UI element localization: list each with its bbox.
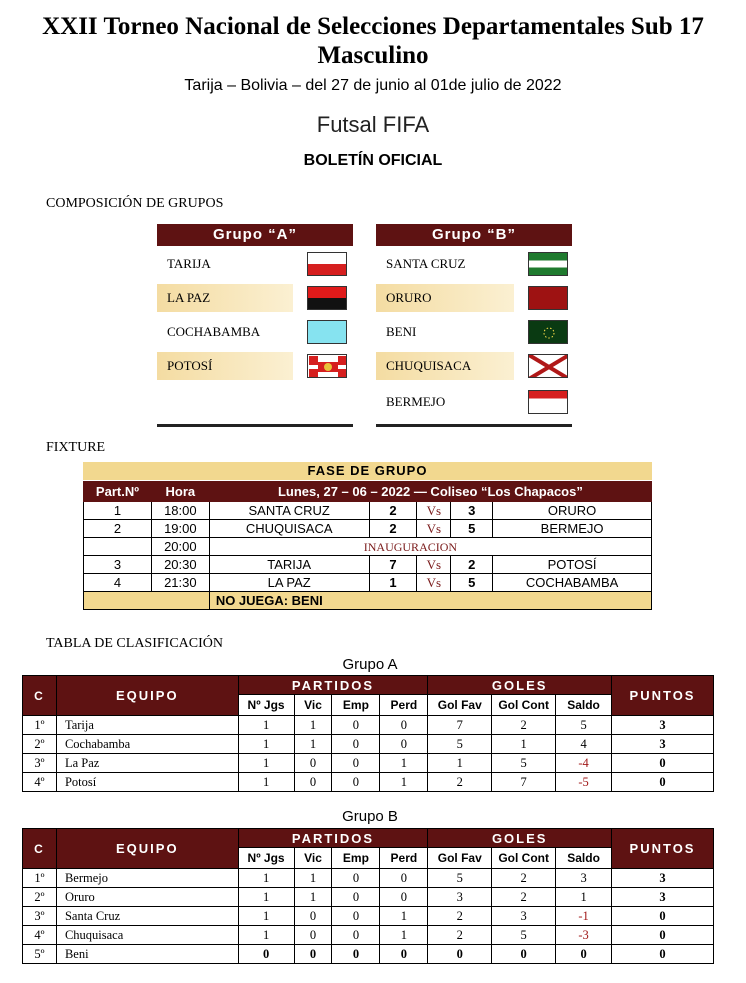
col-lost: Perd	[380, 848, 428, 869]
group-a-team: LA PAZ	[157, 284, 293, 312]
points: 0	[612, 773, 714, 792]
team-name: La Paz	[56, 754, 238, 773]
goals-against: 5	[492, 754, 556, 773]
beni-flag-icon	[528, 320, 568, 344]
vs-label: Vs	[417, 520, 451, 538]
home-team: LA PAZ	[209, 574, 369, 592]
group-a-standings-table	[22, 675, 714, 792]
vs-label: Vs	[417, 556, 451, 574]
position: 1º	[23, 716, 57, 735]
played: 1	[238, 888, 294, 907]
col-goals-for: Gol Fav	[428, 695, 492, 716]
fixture-row	[84, 520, 652, 538]
col-time: Hora	[151, 482, 209, 502]
team-name: Chuquisaca	[56, 926, 238, 945]
home-goals: 2	[369, 520, 417, 538]
team-name: Tarija	[56, 716, 238, 735]
points: 0	[612, 907, 714, 926]
vs-label: Vs	[417, 502, 451, 520]
lost: 1	[380, 926, 428, 945]
position: 2º	[23, 888, 57, 907]
away-goals: 3	[451, 502, 493, 520]
goals-for: 0	[428, 945, 492, 964]
away-team: POTOSÍ	[493, 556, 652, 574]
group-a-team: TARIJA	[167, 256, 211, 271]
bermejo-flag-icon	[528, 390, 568, 414]
team-name: Cochabamba	[56, 735, 238, 754]
goals-against: 5	[492, 926, 556, 945]
potosi-flag-icon	[307, 354, 347, 378]
match-number: 1	[84, 502, 152, 520]
chuquisaca-flag-icon	[528, 354, 568, 378]
team-name: Oruro	[56, 888, 238, 907]
home-team: SANTA CRUZ	[209, 502, 369, 520]
goals-against: 2	[492, 716, 556, 735]
standings-row	[23, 773, 714, 792]
col-won: Vic	[294, 848, 332, 869]
position: 3º	[23, 754, 57, 773]
col-goals-against: Gol Cont	[492, 695, 556, 716]
col-points: PUNTOS	[612, 676, 714, 716]
goal-diff: -3	[556, 926, 612, 945]
played: 1	[238, 926, 294, 945]
won: 1	[294, 735, 332, 754]
goals-against: 3	[492, 907, 556, 926]
lost: 1	[380, 773, 428, 792]
bye-label: NO JUEGA: BENI	[209, 592, 651, 610]
fixture-row	[84, 556, 652, 574]
fixture-inauguration-row	[84, 538, 652, 556]
position: 4º	[23, 926, 57, 945]
standings-row	[23, 926, 714, 945]
points: 0	[612, 754, 714, 773]
standings-row	[23, 945, 714, 964]
won: 0	[294, 754, 332, 773]
group-b-team: BENI	[386, 324, 417, 339]
goals-for: 2	[428, 773, 492, 792]
fixture-row	[84, 574, 652, 592]
lost: 0	[380, 716, 428, 735]
lost: 0	[380, 869, 428, 888]
home-team: TARIJA	[209, 556, 369, 574]
goal-diff: 3	[556, 869, 612, 888]
bye-spacer	[84, 592, 210, 610]
drawn: 0	[332, 869, 380, 888]
group-a-team: COCHABAMBA	[167, 324, 261, 339]
won: 0	[294, 773, 332, 792]
goals-for: 5	[428, 869, 492, 888]
goals-for: 7	[428, 716, 492, 735]
group-b-team: ORURO	[376, 284, 514, 312]
position: 5º	[23, 945, 57, 964]
group-b-standings-title: Grupo B	[342, 808, 398, 825]
bulletin-title: BOLETÍN OFICIAL	[303, 152, 443, 169]
standings-section-title: TABLA DE CLASIFICACIÓN	[46, 636, 223, 651]
col-goal-diff: Saldo	[556, 848, 612, 869]
points: 3	[612, 888, 714, 907]
home-goals: 1	[369, 574, 417, 592]
inauguration-cell	[209, 538, 651, 556]
played: 1	[238, 735, 294, 754]
group-a-header: Grupo “A”	[157, 224, 353, 246]
played: 1	[238, 754, 294, 773]
won: 0	[294, 926, 332, 945]
match-time: 19:00	[151, 520, 209, 538]
goals-against: 2	[492, 888, 556, 907]
home-team: CHUQUISACA	[209, 520, 369, 538]
goals-for: 1	[428, 754, 492, 773]
goal-diff: 1	[556, 888, 612, 907]
match-time: 20:30	[151, 556, 209, 574]
goals-against: 2	[492, 869, 556, 888]
lost: 1	[380, 907, 428, 926]
played: 1	[238, 869, 294, 888]
fixture-bye-row	[84, 592, 652, 610]
col-match-number: Part.Nº	[84, 482, 152, 502]
col-position: C	[23, 829, 57, 869]
group-b-team: SANTA CRUZ	[386, 256, 466, 271]
home-goals: 7	[369, 556, 417, 574]
match-number	[84, 538, 152, 556]
team-name: Potosí	[56, 773, 238, 792]
team-name: Santa Cruz	[56, 907, 238, 926]
match-number: 2	[84, 520, 152, 538]
points: 3	[612, 716, 714, 735]
lost: 0	[380, 735, 428, 754]
standings-row	[23, 869, 714, 888]
lost: 1	[380, 754, 428, 773]
inauguration-label: INAUGURACION	[363, 539, 458, 554]
match-number: 4	[84, 574, 152, 592]
goal-diff: 0	[556, 945, 612, 964]
goals-for: 2	[428, 907, 492, 926]
col-team: EQUIPO	[56, 829, 238, 869]
col-played: Nº Jgs	[238, 848, 294, 869]
goal-diff: 5	[556, 716, 612, 735]
goals-for: 3	[428, 888, 492, 907]
drawn: 0	[332, 945, 380, 964]
drawn: 0	[332, 716, 380, 735]
drawn: 0	[332, 754, 380, 773]
fixture-header-row	[84, 482, 652, 502]
col-drawn: Emp	[332, 695, 380, 716]
fixture-section-title: FIXTURE	[46, 440, 106, 455]
inauguration-time: 20:00	[151, 538, 209, 556]
lost: 0	[380, 888, 428, 907]
vs-label: Vs	[417, 574, 451, 592]
tarija-flag-icon	[307, 252, 347, 276]
match-time: 21:30	[151, 574, 209, 592]
col-position: C	[23, 676, 57, 716]
team-name: Beni	[56, 945, 238, 964]
won: 1	[294, 716, 332, 735]
played: 1	[238, 907, 294, 926]
goal-diff: 4	[556, 735, 612, 754]
santa-cruz-flag-icon	[528, 252, 568, 276]
fixture-phase-title: FASE DE GRUPO	[83, 462, 652, 480]
played: 0	[238, 945, 294, 964]
goals-against: 1	[492, 735, 556, 754]
away-goals: 5	[451, 574, 493, 592]
position: 4º	[23, 773, 57, 792]
away-goals: 5	[451, 520, 493, 538]
won: 0	[294, 907, 332, 926]
standings-row	[23, 735, 714, 754]
away-team: COCHABAMBA	[493, 574, 652, 592]
match-number: 3	[84, 556, 152, 574]
away-team: ORURO	[493, 502, 652, 520]
goals-against: 0	[492, 945, 556, 964]
la-paz-flag-icon	[307, 286, 347, 310]
cochabamba-flag-icon	[307, 320, 347, 344]
group-b-team: CHUQUISACA	[376, 352, 514, 380]
col-won: Vic	[294, 695, 332, 716]
col-team: EQUIPO	[56, 676, 238, 716]
fixture-table	[83, 481, 652, 610]
goal-diff: -1	[556, 907, 612, 926]
points: 0	[612, 926, 714, 945]
group-a-card	[157, 224, 353, 427]
drawn: 0	[332, 907, 380, 926]
fixture-row	[84, 502, 652, 520]
position: 3º	[23, 907, 57, 926]
date-venue: Lunes, 27 – 06 – 2022 — Coliseo “Los Chapacos”	[209, 482, 651, 502]
goals-for: 5	[428, 735, 492, 754]
group-b-team: BERMEJO	[386, 394, 446, 409]
won: 0	[294, 945, 332, 964]
col-goals-group: GOLES	[428, 676, 612, 695]
goal-diff: -5	[556, 773, 612, 792]
col-played: Nº Jgs	[238, 695, 294, 716]
col-lost: Perd	[380, 695, 428, 716]
tournament-subtitle: Tarija – Bolivia – del 27 de junio al 01de julio de 2022	[184, 77, 562, 94]
position: 2º	[23, 735, 57, 754]
lost: 0	[380, 945, 428, 964]
won: 1	[294, 869, 332, 888]
home-goals: 2	[369, 502, 417, 520]
col-matches-group: PARTIDOS	[238, 829, 428, 848]
group-a-standings-title: Grupo A	[342, 656, 398, 673]
played: 1	[238, 773, 294, 792]
goals-against: 7	[492, 773, 556, 792]
oruro-flag-icon	[528, 286, 568, 310]
drawn: 0	[332, 888, 380, 907]
team-name: Bermejo	[56, 869, 238, 888]
drawn: 0	[332, 735, 380, 754]
standings-row	[23, 754, 714, 773]
away-goals: 2	[451, 556, 493, 574]
col-goals-against: Gol Cont	[492, 848, 556, 869]
group-b-card	[376, 224, 572, 427]
tournament-title-line2: Masculino	[317, 42, 429, 69]
group-b-standings-table	[22, 828, 714, 964]
position: 1º	[23, 869, 57, 888]
points: 3	[612, 735, 714, 754]
tournament-title-line1: XXII Torneo Nacional de Selecciones Departamentales Sub 17	[42, 13, 704, 40]
standings-row	[23, 716, 714, 735]
points: 0	[612, 945, 714, 964]
col-goal-diff: Saldo	[556, 695, 612, 716]
won: 1	[294, 888, 332, 907]
standings-row	[23, 888, 714, 907]
points: 3	[612, 869, 714, 888]
goal-diff: -4	[556, 754, 612, 773]
group-a-team: POTOSÍ	[157, 352, 293, 380]
col-points: PUNTOS	[612, 829, 714, 869]
group-b-header: Grupo “B”	[376, 224, 572, 246]
groups-section-title: COMPOSICIÓN DE GRUPOS	[46, 196, 224, 211]
col-goals-for: Gol Fav	[428, 848, 492, 869]
col-goals-group: GOLES	[428, 829, 612, 848]
drawn: 0	[332, 926, 380, 945]
played: 1	[238, 716, 294, 735]
goals-for: 2	[428, 926, 492, 945]
away-team: BERMEJO	[493, 520, 652, 538]
col-drawn: Emp	[332, 848, 380, 869]
col-matches-group: PARTIDOS	[238, 676, 428, 695]
match-time: 18:00	[151, 502, 209, 520]
discipline-title: Futsal FIFA	[316, 112, 430, 137]
standings-row	[23, 907, 714, 926]
drawn: 0	[332, 773, 380, 792]
